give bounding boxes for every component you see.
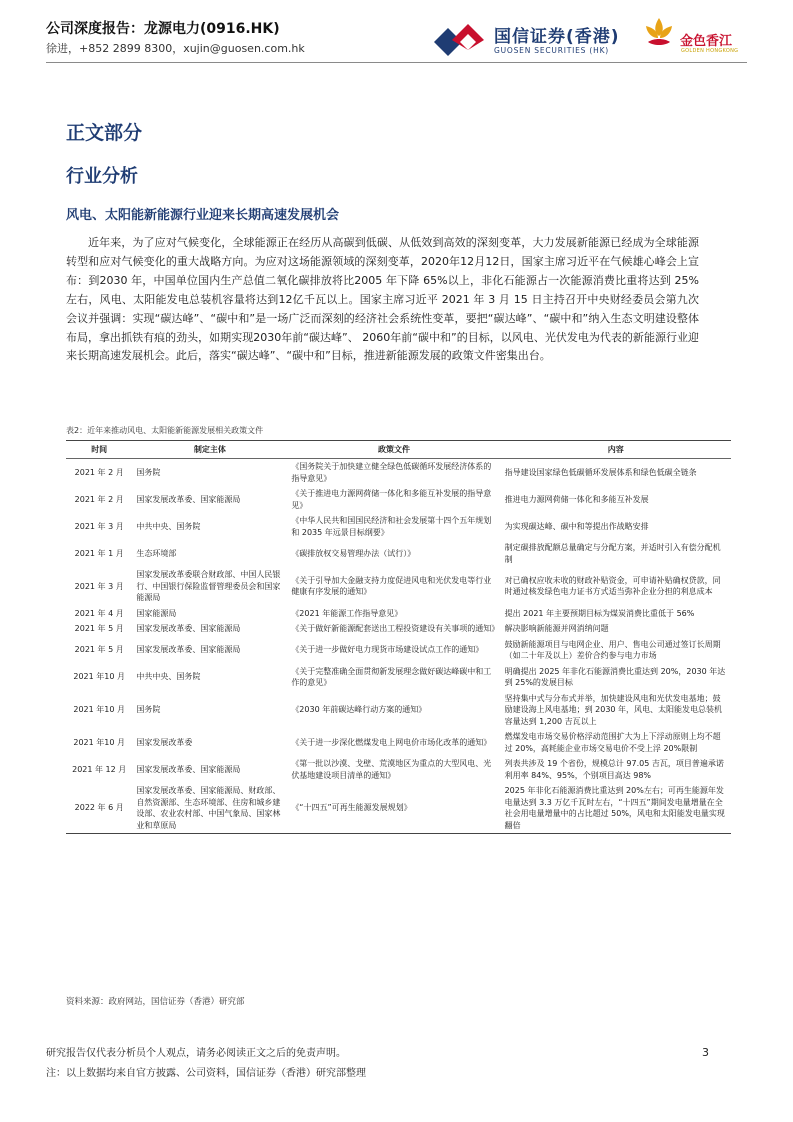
cell-date: 2021 年10 月 <box>73 705 125 714</box>
cell-document: 《关于完整准确全面贯彻新发展理念做好碳达峰碳中和工作的意见》 <box>291 666 492 687</box>
cell-date: 2021 年 3 月 <box>74 581 124 591</box>
cell-date: 2022 年 6 月 <box>66 783 132 834</box>
table-row <box>66 459 731 487</box>
cell-authority: 生态环境部 <box>136 548 177 558</box>
table-row <box>66 513 731 540</box>
cell-authority: 国务院 <box>136 467 161 477</box>
cell-document: 《关于进一步做好电力现货市场建设试点工作的通知》 <box>291 645 484 655</box>
table-row <box>66 567 731 606</box>
cell-date: 2021 年10 月 <box>73 737 125 747</box>
header-content: 内容 <box>501 441 731 459</box>
cell-content: 指导建设国家绿色低碳循环发展体系和绿色低碳全链条 <box>504 467 697 477</box>
cell-authority: 中共中央、国务院 <box>136 672 201 682</box>
cell-authority: 中共中央、国务院 <box>136 521 201 531</box>
policy-table <box>66 440 731 834</box>
cell-content: 推进电力源网荷储一体化和多能互补发展 <box>504 494 649 504</box>
golden-hongkong-logo-text: 金色香江 <box>680 34 733 49</box>
body-paragraph <box>66 234 699 366</box>
table-row <box>66 664 731 691</box>
guosen-logo-text: 国信证券(香港) <box>494 27 620 47</box>
cell-content: 列表共涉及 19 个省份，规模总计 97.05 吉瓦，项目普遍承诺利用率 84%、95%，个别项目高达 98% <box>504 759 724 780</box>
cell-document: 《碳排放权交易管理办法（试行）》 <box>291 548 416 558</box>
guosen-logo-icon <box>432 20 488 58</box>
subsection-heading: 风电、太阳能新能源行业迎来长期高速发展机会 <box>66 208 340 223</box>
table-row <box>66 540 731 567</box>
table-row <box>66 486 731 513</box>
table-row <box>66 756 731 783</box>
cell-document: 《2030 年前碳达峰行动方案的通知》 <box>291 705 427 714</box>
table-row <box>66 729 731 756</box>
cell-date: 2021 年 12 月 <box>72 764 127 774</box>
cell-authority: 国家发展改革委、国家能源局、财政部、自然资源部、生态环境部、住房和城乡建设部、农业农村部、中国气象局、国家林业和草原局 <box>132 783 287 834</box>
table-caption: 表2：近年来推动风电、太阳能新能源发展相关政策文件 <box>66 426 264 435</box>
cell-document: 《关于进一步深化燃煤发电上网电价市场化改革的通知》 <box>291 737 492 747</box>
cell-authority: 国家发展改革委、国家能源局 <box>136 764 241 774</box>
cell-content: 提出 2021 年主要预期目标为煤炭消费比重低于 56% <box>504 608 695 618</box>
cell-content: 为实现碳达峰、碳中和等提出作战略安排 <box>504 521 649 531</box>
cell-date: 2021 年 4 月 <box>74 608 124 618</box>
section-heading-industry: 行业分析 <box>66 166 138 187</box>
table-row <box>66 606 731 622</box>
table-row <box>66 783 731 834</box>
header-time: 时间 <box>66 441 132 459</box>
cell-date: 2021 年 2 月 <box>74 494 124 504</box>
cell-authority: 国家发展改革委、国家能源局 <box>136 645 241 655</box>
cell-content: 解决影响新能源并网消纳问题 <box>504 624 609 633</box>
cell-date: 2021 年 3 月 <box>74 521 124 531</box>
cell-date: 2021 年 5 月 <box>74 624 124 633</box>
cell-content: 坚持集中式与分布式并举，加快建设风电和光伏发电基地；鼓励建设海上风电基地；到 2030 年，风电、太阳能发电总装机容量达到 1,200 吉瓦以上 <box>504 693 723 726</box>
guosen-logo-english: GUOSEN SECURITIES (HK) <box>494 46 610 55</box>
cell-date: 2021 年 5 月 <box>74 645 124 655</box>
cell-document: 《国务院关于加快建立健全绿色低碳循环发展经济体系的指导意见》 <box>291 462 492 483</box>
cell-authority: 国家发展改革委联合财政部、中国人民银行、中国银行保险监督管理委员会和国家能源局 <box>136 570 281 602</box>
cell-document: 《第一批以沙漠、戈壁、荒漠地区为重点的大型风电、光伏基地建设项目清单的通知》 <box>291 759 492 780</box>
report-title: 公司深度报告：龙源电力(0916.HK) <box>46 21 280 37</box>
header-divider <box>46 62 747 63</box>
cell-document: 《关于做好新能源配套送出工程投资建设有关事项的通知》 <box>291 624 500 633</box>
cell-date: 2021 年 2 月 <box>74 467 124 477</box>
cell-document: 《中华人民共和国国民经济和社会发展第十四个五年规划和 2035 年远景目标纲要》 <box>291 516 492 537</box>
golden-hongkong-logo-icon <box>642 14 676 54</box>
cell-content: 2025 年非化石能源消费比重达到 20%左右；可再生能源年发电量达到 3.3 万亿千瓦时左右，“十四五”期间发电量增量在全社会用电量增量中的占比超过 50%，风电和太阳能发电量实现翻倍 <box>501 783 731 834</box>
cell-document: 《关于推进电力源网荷储一体化和多能互补发展的指导意见》 <box>291 489 492 510</box>
footer-disclaimer: 研究报告仅代表分析员个人观点，请务必阅读正文之后的免责声明。 <box>46 1048 346 1059</box>
cell-content: 明确提出 2025 年非化石能源消费比重达到 20%，2030 年达到 25%的发展目标 <box>504 666 726 687</box>
table-row <box>66 637 731 664</box>
cell-document: 《“十四五”可再生能源发展规划》 <box>287 783 500 834</box>
footer-note: 注：以上数据均来自官方披露、公司资料，国信证券（香港）研究部整理 <box>46 1068 366 1079</box>
cell-authority: 国家发展改革委、国家能源局 <box>136 494 241 504</box>
cell-content: 制定碳排放配额总量确定与分配方案，并适时引入有偿分配机制 <box>504 543 721 564</box>
header-document: 政策文件 <box>287 441 500 459</box>
cell-content: 鼓励新能源项目与电网企业、用户、售电公司通过签订长周期（如二十年及以上）差价合约参与电力市场 <box>504 639 721 660</box>
cell-authority: 国家发展改革委、国家能源局 <box>136 624 241 633</box>
cell-content: 对已确权应收未收的财政补贴资金，可申请补贴确权贷款，同时通过核发绿色电力证书方式适当弥补企业分担的利息成本 <box>504 575 721 597</box>
table-row <box>66 621 731 637</box>
cell-date: 2021 年10 月 <box>73 672 125 682</box>
cell-document: 《2021 年能源工作指导意见》 <box>291 608 403 618</box>
table-row <box>66 691 731 730</box>
section-heading-main: 正文部分 <box>66 122 143 144</box>
cell-authority: 国家能源局 <box>136 608 177 618</box>
paragraph-text: 近年来，为了应对气候变化，全球能源正在经历从高碳到低碳、从低效到高效的深刻变革，大力发展新能源已经成为全球能源转型和应对气候变化的重大战略方向。为应对这场能源领域的深刻变革，2020年12月12日，国家主席习近平在气候雄心峰会上宣布：到2030 年，中国单位国内生产总值二氧化碳排放将比2005 年下降 65%以上，非化石能源占一次能源消费比重将达到 25%左右，风电、太阳能发电总装机容量将达到12亿千瓦以上。国家主席习近平 2021 年 3 月 15 日主持召开中央财经委员会第九次会议并强调：实现“碳达峰”、“碳中和”是一场广泛而深刻的经济社会系统性变革，要把“碳达峰”、“碳中和”纳入生态文明建设整体布局，拿出抓铁有痕的劲头，如期实现2030年前“碳达峰”、 2060年前“碳中和”的目标，以风电、光伏发电为代表的新能源行业迎来长期高速发展机会。此后，落实“碳达峰”、“碳中和”目标，推进新能源发展的政策文件密集出台。 <box>66 236 699 363</box>
cell-content: 燃煤发电市场交易价格浮动范围扩大为上下浮动原则上均不超过 20%，高耗能企业市场交易电价不受上浮 20%限制 <box>504 732 721 753</box>
cell-document: 《关于引导加大金融支持力度促进风电和光伏发电等行业健康有序发展的通知》 <box>291 575 492 597</box>
table-header-row <box>66 441 731 459</box>
cell-authority: 国务院 <box>136 705 161 714</box>
header-authority: 制定主体 <box>132 441 287 459</box>
golden-hongkong-logo-english: GOLDEN HONGKONG <box>681 48 739 54</box>
page-number: 3 <box>702 1046 709 1059</box>
analyst-contact: 徐进，+852 2899 8300，xujin@guosen.com.hk <box>46 42 305 55</box>
cell-date: 2021 年 1 月 <box>74 548 124 558</box>
table-source: 资料来源：政府网站，国信证券（香港）研究部 <box>66 997 245 1007</box>
cell-authority: 国家发展改革委 <box>136 737 193 747</box>
